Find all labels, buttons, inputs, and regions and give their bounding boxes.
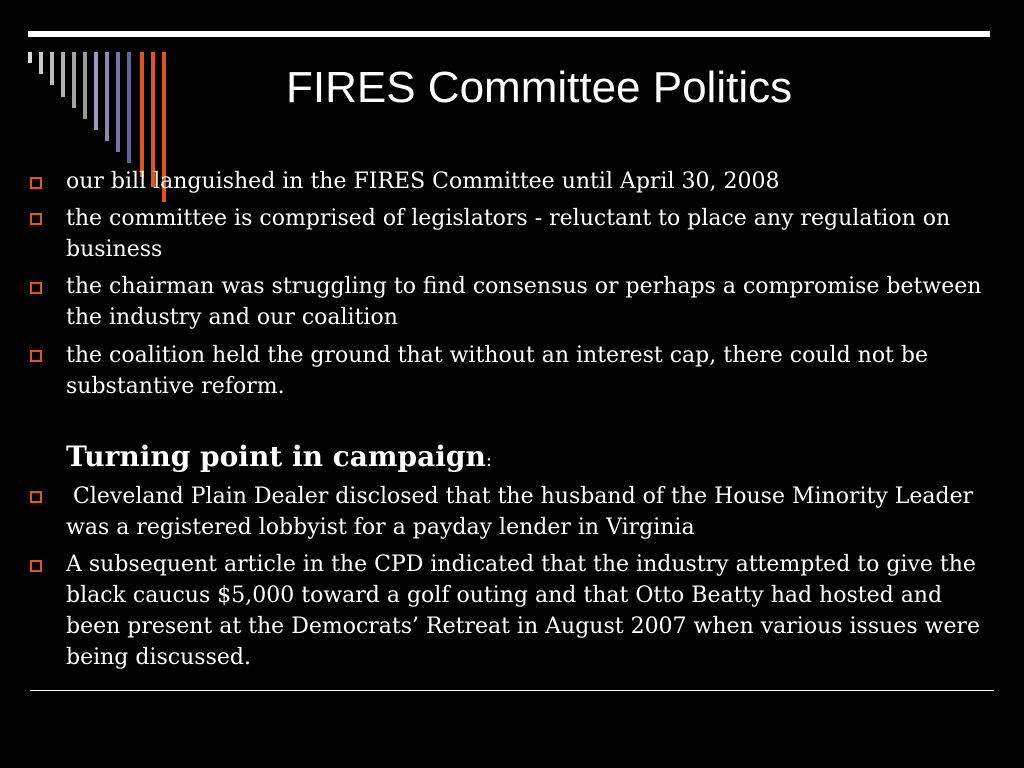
bullet-text: the coalition held the ground that without an interest cap, there could not be substantive reform. (66, 343, 928, 399)
decorative-bar (61, 52, 65, 97)
slide-title: FIRES Committee Politics (286, 63, 793, 112)
decorative-bar (28, 52, 32, 63)
decorative-bar (39, 52, 43, 74)
bullet-text: Cleveland Plain Dealer disclosed that the husband of the House Minority Leader was a registered lobbyist for a payday lender in Virginia (66, 484, 974, 540)
hollow-square-bullet-icon (30, 282, 42, 294)
decorative-bar (127, 52, 131, 163)
decorative-bar (116, 52, 120, 152)
hollow-square-bullet-icon (30, 350, 42, 362)
bullet-text: the committee is comprised of legislators - reluctant to place any regulation on business (66, 206, 951, 262)
top-rule (28, 31, 990, 37)
subheading-colon: : (485, 450, 492, 471)
subheading-text: Turning point in campaign (66, 440, 486, 473)
decorative-bar (140, 52, 144, 177)
hollow-square-bullet-icon (30, 560, 42, 572)
decorative-bar (72, 52, 76, 108)
bullet-text: A subsequent article in the CPD indicated that the industry attempted to give the black caucus $5,000 toward a golf outing and that Otto Beatty had hosted and been present at the Democrats’ Retreat in August 2007 when various issues were being discussed. (66, 552, 980, 670)
bullet-text: our bill languished in the FIRES Committee until April 30, 2008 (66, 169, 780, 194)
hollow-square-bullet-icon (30, 491, 42, 503)
decorative-bar (105, 52, 109, 141)
hollow-square-bullet-icon (30, 177, 42, 189)
hollow-square-bullet-icon (30, 213, 42, 225)
decorative-bar (50, 52, 54, 85)
decorative-bar (83, 52, 87, 119)
bottom-rule (30, 690, 994, 691)
subheading (66, 438, 492, 480)
bullet-text: the chairman was struggling to find consensus or perhaps a compromise between the industry and our coalition (66, 274, 982, 330)
decorative-bar (94, 52, 98, 130)
